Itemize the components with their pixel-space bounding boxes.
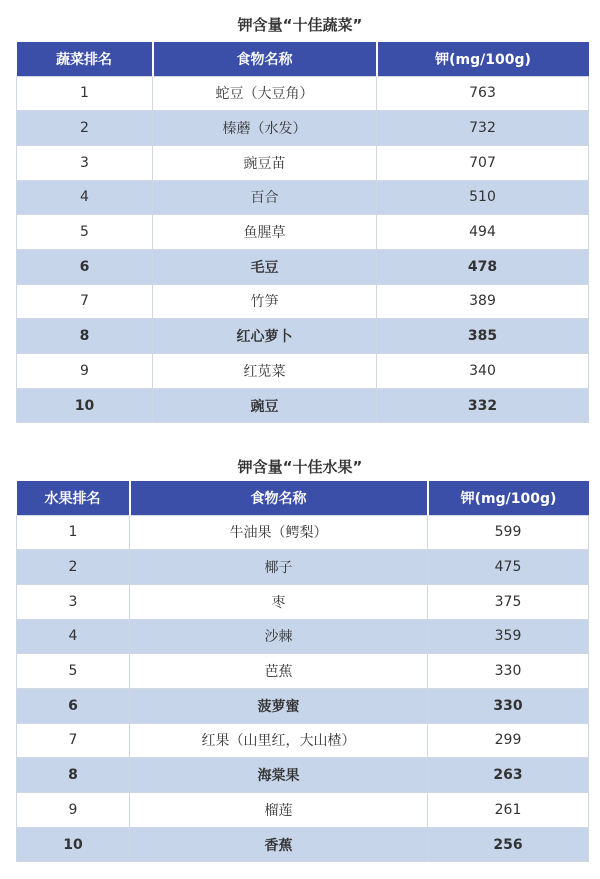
potassium-cell: 494	[377, 215, 589, 250]
rank-cell: 7	[17, 723, 130, 758]
potassium-cell: 599	[428, 515, 589, 550]
potassium-cell: 375	[428, 584, 589, 619]
food-name-cell: 豌豆	[153, 388, 377, 423]
food-name-cell: 海棠果	[130, 758, 428, 793]
table-row	[17, 793, 589, 828]
rank-cell: 5	[17, 654, 130, 689]
food-name-cell: 红心萝卜	[153, 319, 377, 354]
potassium-cell: 256	[428, 827, 589, 862]
table-row	[17, 619, 589, 654]
potassium-cell: 261	[428, 793, 589, 828]
header-rank: 水果排名	[17, 481, 130, 515]
table-row	[17, 215, 589, 250]
table-row	[17, 723, 589, 758]
header-food-name: 食物名称	[153, 42, 377, 76]
header-potassium: 钾(mg/100g)	[377, 42, 589, 76]
fruits-table	[16, 481, 589, 862]
rank-cell: 6	[17, 249, 153, 284]
table-row	[17, 550, 589, 585]
potassium-cell: 389	[377, 284, 589, 319]
food-name-cell: 芭蕉	[130, 654, 428, 689]
potassium-cell: 707	[377, 145, 589, 180]
potassium-cell: 332	[377, 388, 589, 423]
vegetables-table	[16, 42, 589, 423]
potassium-cell: 732	[377, 111, 589, 146]
potassium-cell: 385	[377, 319, 589, 354]
table-row	[17, 688, 589, 723]
rank-cell: 10	[17, 827, 130, 862]
food-name-cell: 豌豆苗	[153, 145, 377, 180]
rank-cell: 9	[17, 354, 153, 389]
rank-cell: 10	[17, 388, 153, 423]
table-row	[17, 758, 589, 793]
rank-cell: 1	[17, 515, 130, 550]
rank-cell: 6	[17, 688, 130, 723]
table-row	[17, 319, 589, 354]
table-row	[17, 145, 589, 180]
header-potassium: 钾(mg/100g)	[428, 481, 589, 515]
food-name-cell: 榴莲	[130, 793, 428, 828]
table-row	[17, 584, 589, 619]
rank-cell: 3	[17, 584, 130, 619]
header-food-name: 食物名称	[130, 481, 428, 515]
rank-cell: 2	[17, 111, 153, 146]
table-row	[17, 111, 589, 146]
table-row	[17, 515, 589, 550]
potassium-cell: 478	[377, 249, 589, 284]
fruits-title: 钾含量“十佳水果”	[237, 458, 363, 476]
table-header-row	[17, 42, 589, 76]
rank-cell: 4	[17, 619, 130, 654]
potassium-cell: 330	[428, 688, 589, 723]
potassium-cell: 330	[428, 654, 589, 689]
food-name-cell: 百合	[153, 180, 377, 215]
food-name-cell: 红苋菜	[153, 354, 377, 389]
food-name-cell: 榛蘑（水发）	[153, 111, 377, 146]
table-row	[17, 180, 589, 215]
rank-cell: 8	[17, 319, 153, 354]
food-name-cell: 鱼腥草	[153, 215, 377, 250]
rank-cell: 3	[17, 145, 153, 180]
table-row	[17, 827, 589, 862]
rank-cell: 5	[17, 215, 153, 250]
table-row	[17, 354, 589, 389]
food-name-cell: 蛇豆（大豆角）	[153, 76, 377, 111]
food-name-cell: 牛油果（鳄梨）	[130, 515, 428, 550]
rank-cell: 1	[17, 76, 153, 111]
potassium-cell: 475	[428, 550, 589, 585]
potassium-cell: 299	[428, 723, 589, 758]
rank-cell: 8	[17, 758, 130, 793]
table-row	[17, 388, 589, 423]
table-row	[17, 284, 589, 319]
food-name-cell: 枣	[130, 584, 428, 619]
rank-cell: 9	[17, 793, 130, 828]
rank-cell: 7	[17, 284, 153, 319]
potassium-cell: 263	[428, 758, 589, 793]
food-name-cell: 红果（山里红，大山楂）	[130, 723, 428, 758]
vegetables-title: 钾含量“十佳蔬菜”	[237, 16, 363, 34]
table-row	[17, 249, 589, 284]
rank-cell: 4	[17, 180, 153, 215]
table-row	[17, 654, 589, 689]
rank-cell: 2	[17, 550, 130, 585]
food-name-cell: 沙棘	[130, 619, 428, 654]
food-name-cell: 菠萝蜜	[130, 688, 428, 723]
header-rank: 蔬菜排名	[17, 42, 153, 76]
potassium-cell: 763	[377, 76, 589, 111]
potassium-cell: 510	[377, 180, 589, 215]
potassium-cell: 340	[377, 354, 589, 389]
potassium-cell: 359	[428, 619, 589, 654]
food-name-cell: 香蕉	[130, 827, 428, 862]
food-name-cell: 椰子	[130, 550, 428, 585]
food-name-cell: 竹笋	[153, 284, 377, 319]
table-header-row	[17, 481, 589, 515]
table-row	[17, 76, 589, 111]
food-name-cell: 毛豆	[153, 249, 377, 284]
